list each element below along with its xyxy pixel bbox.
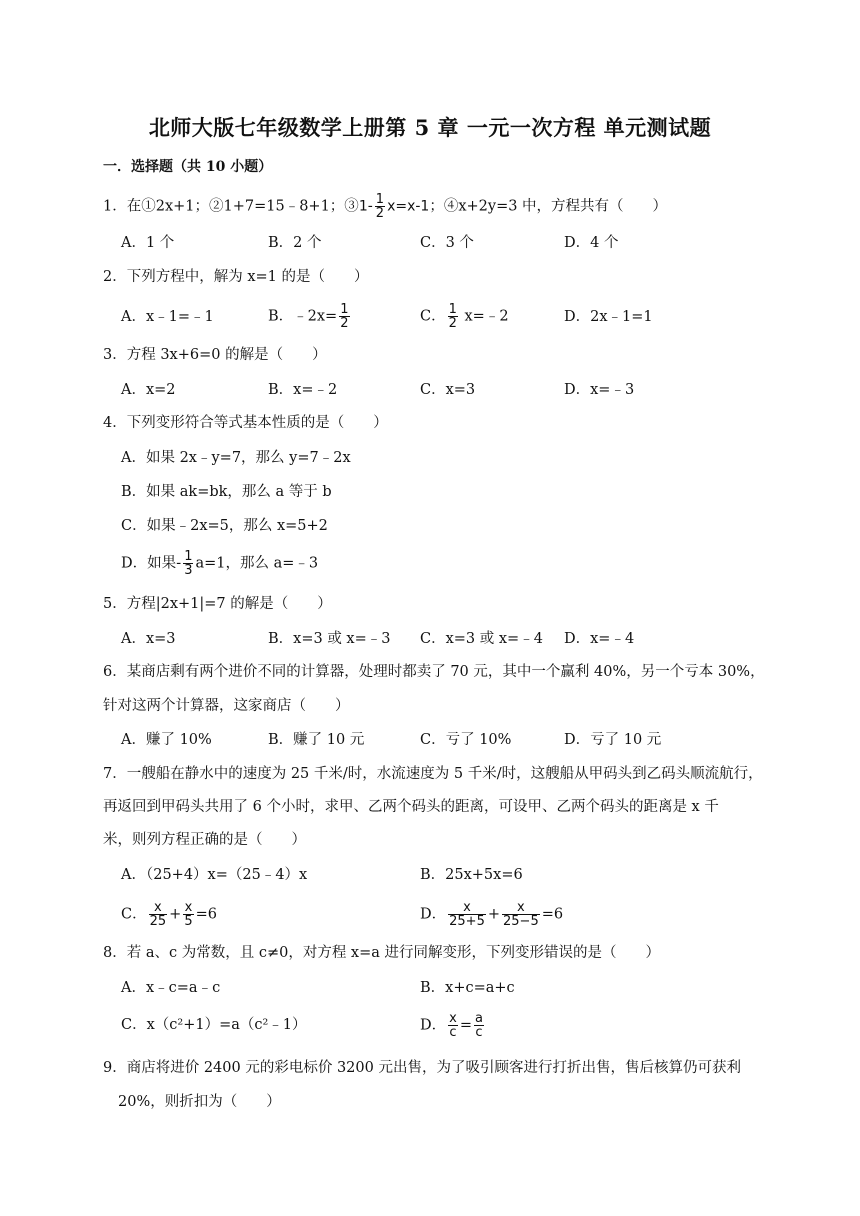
q5-option-a: A．x=3	[121, 631, 176, 647]
q8-option-d: D． $\frac{x}{c}$ = $\frac{a}{c}$	[420, 1011, 483, 1040]
q2-option-a: A．x﹣1=﹣1	[121, 309, 214, 325]
q8-option-c: C．x（c²+1）=a（c²﹣1）	[121, 1017, 307, 1033]
fraction: $\frac{1}{2}$	[340, 302, 349, 331]
question-9-line-2: 20%，则折扣为（ ）	[118, 1094, 281, 1110]
q3-option-d: D．x=﹣3	[564, 382, 635, 398]
page-title: 北师大版七年级数学上册第 5 章 一元一次方程 单元测试题	[148, 115, 712, 140]
question-4: 4．下列变形符合等式基本性质的是（ ）	[103, 415, 388, 431]
question-5: 5．方程|2x+1|=7 的解是（ ）	[103, 596, 332, 612]
question-7-line-3: 米，则列方程正确的是（ ）	[103, 832, 306, 848]
q1-option-c: C．3 个	[420, 235, 474, 251]
fraction: $\frac{x}{25}$	[149, 900, 167, 929]
q5-option-d: D．x=﹣4	[564, 631, 635, 647]
fraction: $\frac{1}{2}$	[375, 192, 385, 221]
q3-option-a: A．x=2	[121, 382, 176, 398]
section-heading: 一．选择题（共 10 小题）	[103, 159, 273, 175]
question-9-line-1: 9．商店将进价 2400 元的彩电标价 3200 元出售，为了吸引顾客进行打折出售，售后核算仍可获利	[103, 1060, 741, 1076]
fraction: $\frac{x}{5}$	[184, 900, 193, 929]
q7-option-a: A．（25+4）x=（25﹣4）x	[121, 867, 308, 883]
question-6-line-2: 针对这两个计算器，这家商店（ ）	[103, 698, 350, 714]
fraction: $\frac{a}{c}$	[475, 1011, 483, 1040]
question-7-line-1: 7．一艘船在静水中的速度为 25 千米/时，水流速度为 5 千米/时，这艘船从甲码头到乙码头顺流航行，	[103, 766, 763, 782]
question-7-line-2: 再返回到甲码头共用了 6 个小时，求甲、乙两个码头的距离，可设甲、乙两个码头的距离是 x 千	[103, 799, 719, 815]
q5-option-b: B．x=3 或 x=﹣3	[268, 631, 391, 647]
q2-option-d: D．2x﹣1=1	[564, 309, 653, 325]
q2-option-b: B．﹣2x= $\frac{1}{2}$	[268, 302, 349, 331]
q6-option-b: B．赚了 10 元	[268, 732, 365, 748]
q1-option-b: B．2 个	[268, 235, 322, 251]
q6-option-d: D．亏了 10 元	[564, 732, 662, 748]
fraction: $\frac{1}{3}$	[184, 549, 193, 578]
q7-option-d: D． $\frac{x}{25+5}$ + $\frac{x}{25-5}$ =6	[420, 900, 564, 929]
q8-option-a: A．x﹣c=a﹣c	[121, 980, 221, 996]
q4-option-b: B．如果 ak=bk，那么 a 等于 b	[121, 484, 332, 500]
q4-option-a: A．如果 2x﹣y=7，那么 y=7﹣2x	[121, 450, 351, 466]
question-8: 8．若 a、c 为常数，且 c≠0，对方程 x=a 进行同解变形，下列变形错误的是（ ）	[103, 945, 661, 961]
question-1: 1．在①2x+1；②1+7=15﹣8+1；③1- $\frac{1}{2}$ x=x-1；④x+2y=3 中，方程共有（ ）	[103, 192, 668, 221]
q3-option-b: B．x=﹣2	[268, 382, 338, 398]
q3-option-c: C．x=3	[420, 382, 476, 398]
fraction: $\frac{x}{c}$	[449, 1011, 457, 1040]
fraction: $\frac{x}{25-5}$	[503, 900, 539, 929]
q1-option-a: A．1 个	[121, 235, 175, 251]
q5-option-c: C．x=3 或 x=﹣4	[420, 631, 543, 647]
question-3: 3．方程 3x+6=0 的解是（ ）	[103, 347, 327, 363]
question-2: 2．下列方程中，解为 x=1 的是（ ）	[103, 269, 369, 285]
q6-option-c: C．亏了 10%	[420, 732, 512, 748]
q4-option-c: C．如果﹣2x=5，那么 x=5+2	[121, 518, 328, 534]
q2-option-c: C． $\frac{1}{2}$ x=﹣2	[420, 302, 509, 331]
fraction: $\frac{1}{2}$	[448, 302, 457, 331]
q6-option-a: A．赚了 10%	[121, 732, 212, 748]
question-6-line-1: 6．某商店剩有两个进价不同的计算器，处理时都卖了 70 元，其中一个赢利 40%，另一个亏本 30%，	[103, 664, 765, 680]
q1-option-d: D．4 个	[564, 235, 619, 251]
q7-option-c: C． $\frac{x}{25}$ + $\frac{x}{5}$ =6	[121, 900, 217, 929]
fraction: $\frac{x}{25+5}$	[449, 900, 485, 929]
q4-option-d: D．如果- $\frac{1}{3}$ a=1，那么 a=﹣3	[121, 549, 319, 578]
q7-option-b: B．25x+5x=6	[420, 867, 523, 883]
q8-option-b: B．x+c=a+c	[420, 980, 515, 996]
